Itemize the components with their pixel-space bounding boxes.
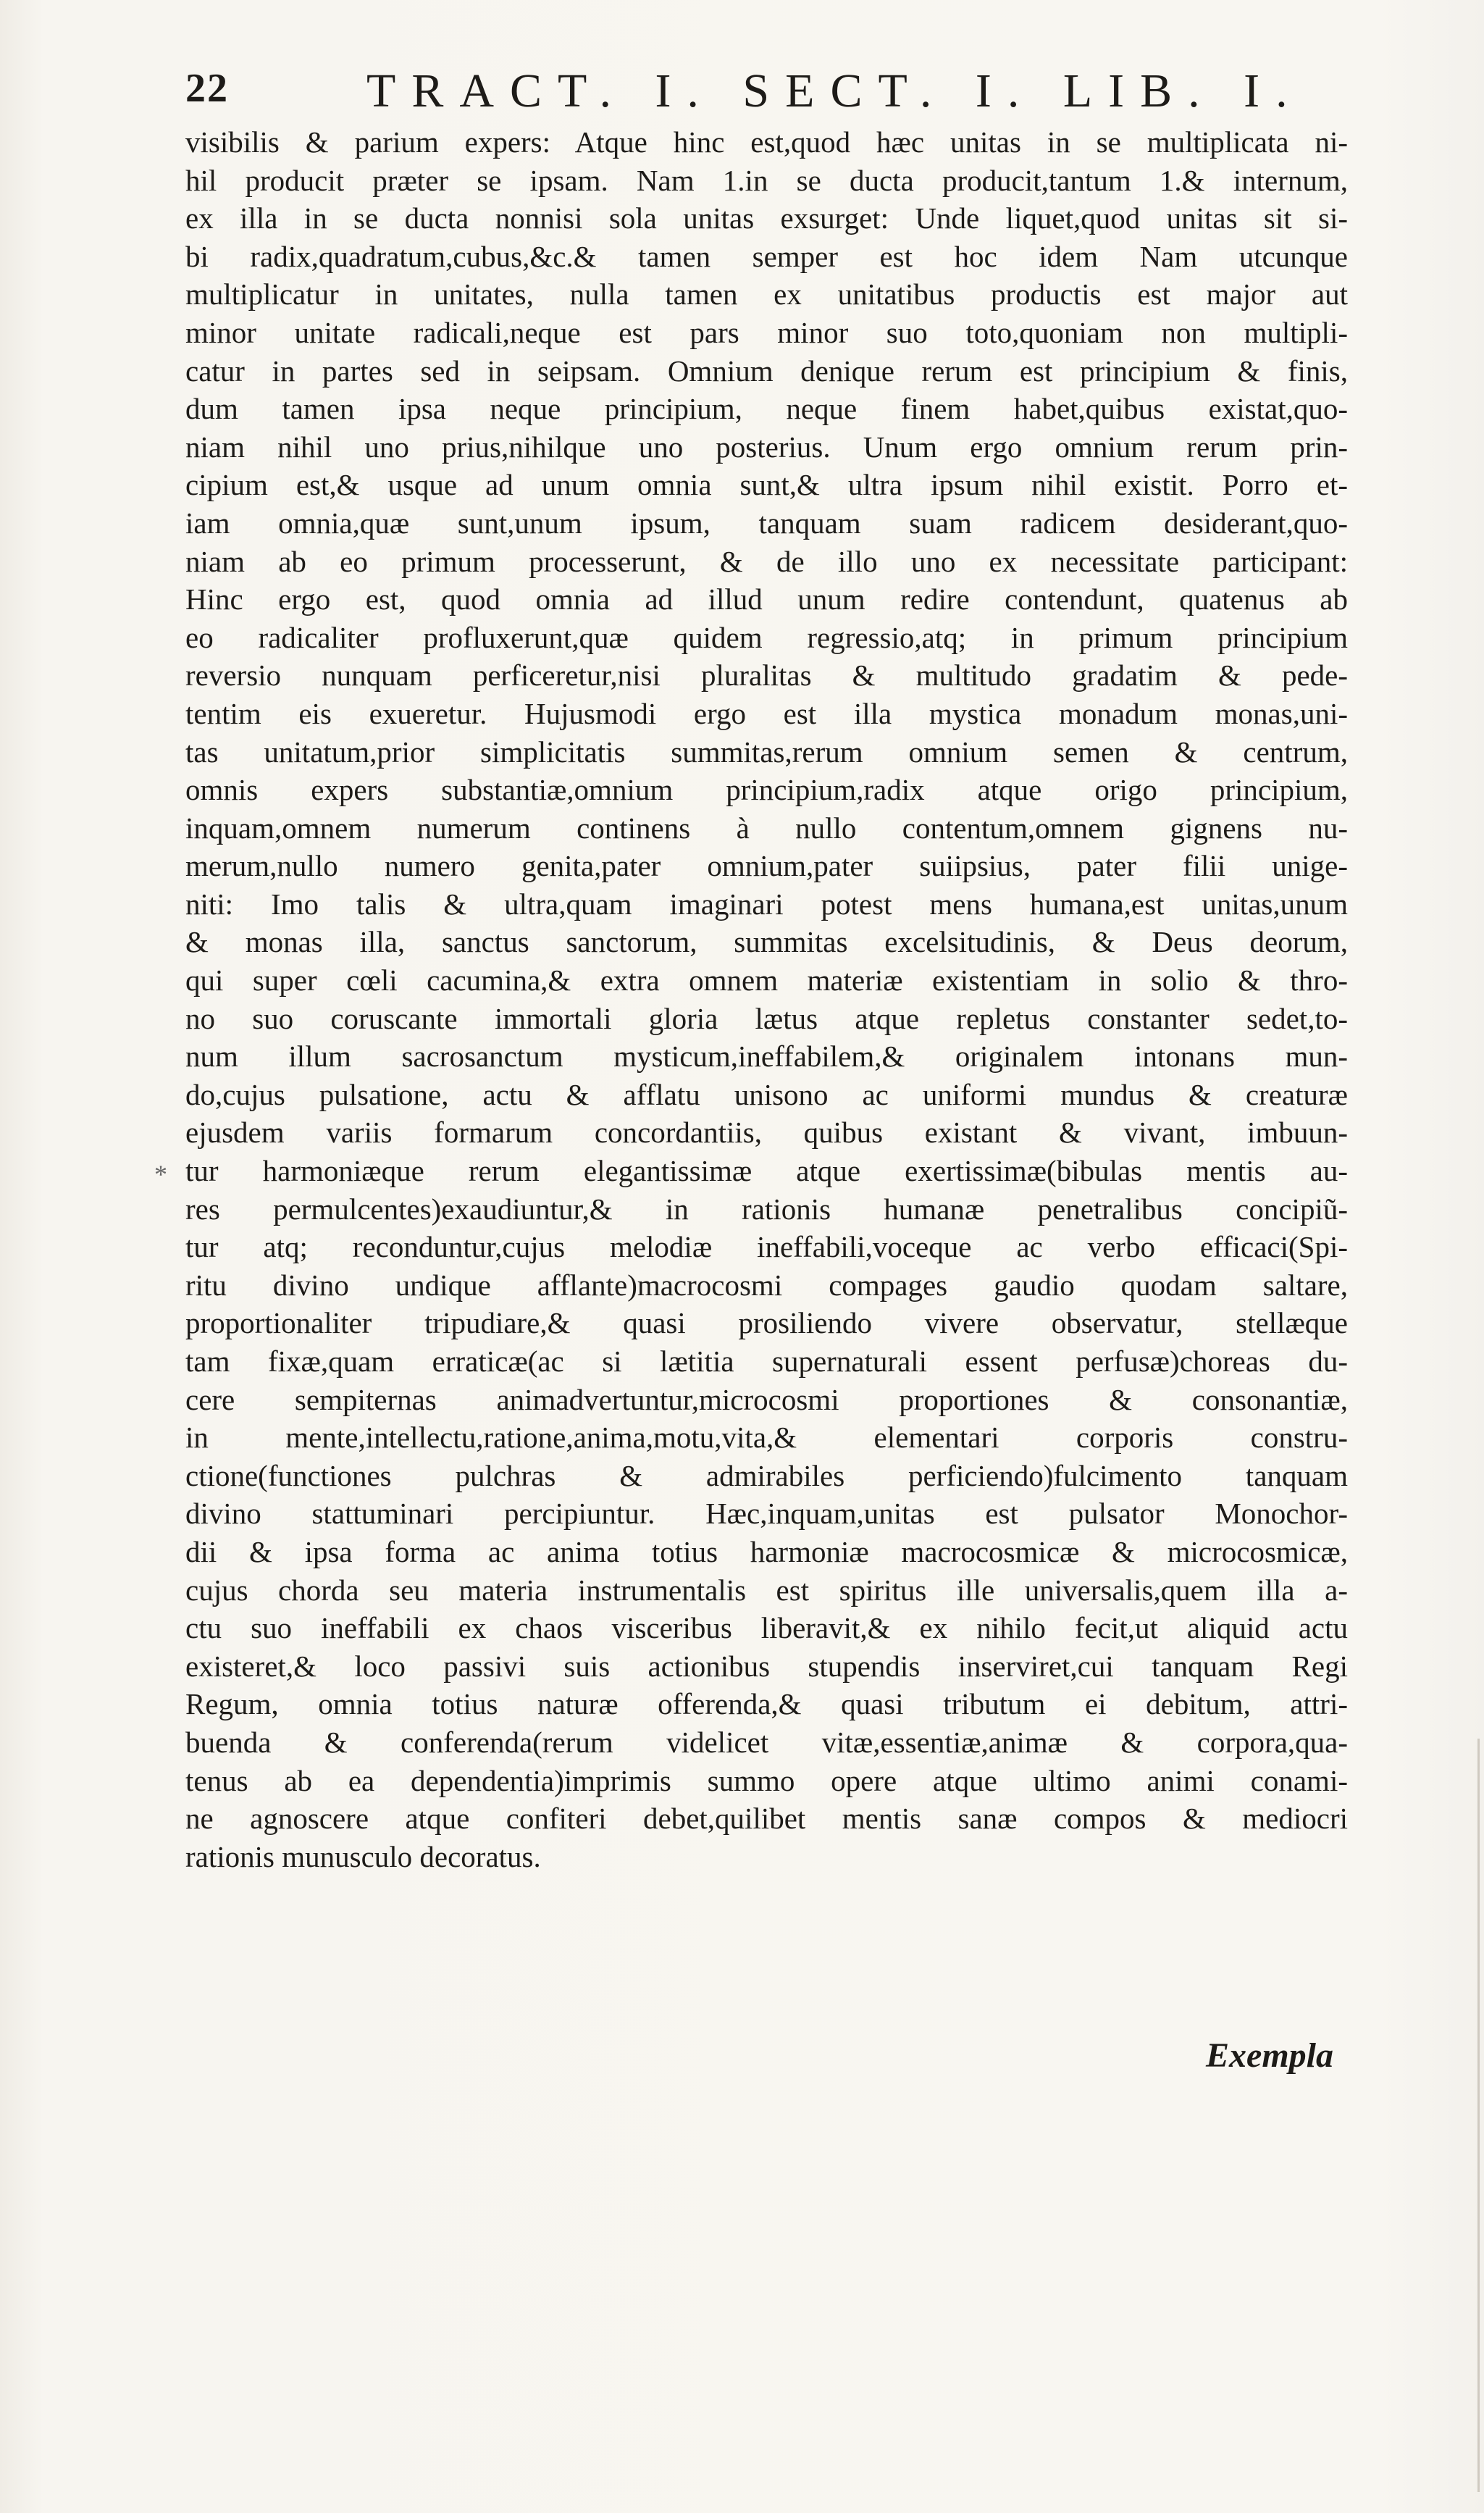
text-line: divino stattuminari percipiuntur. Hæc,inquam,unitas est pulsator Monochor- — [185, 1497, 1348, 1531]
text-line: cujus chorda seu materia instrumentalis est spiritus ille universalis,quem illa a- — [185, 1573, 1348, 1607]
text-line: niti: Imo talis & ultra,quam imaginari potest mens humana,est unitas,unum — [185, 887, 1348, 921]
text-line: inquam,omnem numerum continens à nullo contentum,omnem gignens nu- — [185, 811, 1348, 845]
text-line: minor unitate radicali,neque est pars minor suo toto,quoniam non multipli- — [185, 315, 1348, 349]
text-line: omnis expers substantiæ,omnium principium,radix atque origo principium, — [185, 773, 1348, 807]
text-line: qui super cœli cacumina,& extra omnem materiæ existentiam in solio & thro- — [185, 963, 1348, 998]
text-line: proportionaliter tripudiare,& quasi prosiliendo vivere observatur, stellæque — [185, 1306, 1348, 1340]
text-line: no suo coruscante immortali gloria lætus atque repletus constanter sedet,to- — [185, 1001, 1348, 1035]
text-line: & monas illa, sanctus sanctorum, summitas excelsitudinis, & Deus deorum, — [185, 925, 1348, 959]
text-line: tam fixæ,quam erraticæ(ac si lætitia supernaturali essent perfusæ)choreas du- — [185, 1345, 1348, 1378]
catchword: Exempla — [1206, 2036, 1333, 2075]
text-line: catur in partes sed in seipsam. Omnium denique rerum est principium & finis, — [185, 354, 1348, 388]
text-line: multiplicatur in unitates, nulla tamen ex unitatibus productis est major aut — [185, 277, 1348, 311]
margin-mark: * — [154, 1160, 167, 1189]
text-line: ritu divino undique afflante)macrocosmi compages gaudio quodam saltare, — [185, 1268, 1348, 1302]
text-line: Regum, omnia totius naturæ offerenda,& quasi tributum ei debitum, attri- — [185, 1687, 1348, 1721]
page-number: 22 — [185, 66, 229, 111]
text-line: rationis munusculo decoratus. — [185, 1839, 541, 1873]
text-line: tas unitatum,prior simplicitatis summitas,rerum omnium semen & centrum, — [185, 735, 1348, 769]
text-line: iam omnia,quæ sunt,unum ipsum, tanquam suam radicem desiderant,quo- — [185, 506, 1348, 540]
running-head: TRACT. I. SECT. I. LIB. I. — [366, 64, 1304, 117]
text-line: tenus ab ea dependentia)imprimis summo opere atque ultimo animi conami- — [185, 1763, 1348, 1797]
text-line: ctione(functiones pulchras & admirabiles perficiendo)fulcimento tanquam — [185, 1458, 1348, 1492]
text-line: niam ab eo primum processerunt, & de illo uno ex necessitate participant: — [185, 544, 1348, 578]
text-line: visibilis & parium expers: Atque hinc est,quod hæc unitas in se multiplicata ni- — [185, 125, 1348, 159]
text-line: do,cujus pulsatione, actu & afflatu unisono ac uniformi mundus & creaturæ — [185, 1077, 1348, 1111]
text-line: buenda & conferenda(rerum videlicet vitæ,essentiæ,animæ & corpora,qua- — [185, 1725, 1348, 1759]
text-line: tentim eis exueretur. Hujusmodi ergo est illa mystica monadum monas,uni- — [185, 696, 1348, 730]
text-line: Hinc ergo est, quod omnia ad illud unum redire contendunt, quatenus ab — [185, 582, 1348, 616]
text-line: niam nihil uno prius,nihilque uno posterius. Unum ergo omnium rerum prin- — [185, 430, 1348, 464]
text-line: hil producit præter se ipsam. Nam 1.in se ducta producit,tantum 1.& internum, — [185, 163, 1348, 197]
text-line: cere sempiternas animadvertuntur,microcosmi proportiones & consonantiæ, — [185, 1382, 1348, 1416]
text-line: num illum sacrosanctum mysticum,ineffabilem,& originalem intonans mun- — [185, 1040, 1348, 1074]
text-line: reversio nunquam perficeretur,nisi pluralitas & multitudo gradatim & pede- — [185, 658, 1348, 693]
text-line: cipium est,& usque ad unum omnia sunt,& ultra ipsum nihil existit. Porro et- — [185, 468, 1348, 502]
text-line: existeret,& loco passivi suis actionibus stupendis inserviret,cui tanquam Regi — [185, 1649, 1348, 1683]
text-line: in mente,intellectu,ratione,anima,motu,vita,& elementari corporis constru- — [185, 1421, 1348, 1455]
text-line: dii & ipsa forma ac anima totius harmoniæ macrocosmicæ & microcosmicæ, — [185, 1534, 1348, 1568]
text-line: dum tamen ipsa neque principium, neque finem habet,quibus existat,quo- — [185, 392, 1348, 426]
text-line: ne agnoscere atque confiteri debet,quilibet mentis sanæ compos & mediocri — [185, 1802, 1348, 1836]
text-line: tur harmoniæque rerum elegantissimæ atque exertissimæ(bibulas mentis au- — [185, 1154, 1348, 1188]
page-edge-shadow — [1477, 1739, 1480, 2492]
text-line: eo radicaliter profluxerunt,quæ quidem regressio,atq; in primum principium — [185, 620, 1348, 654]
page-header — [185, 64, 1359, 122]
text-line: bi radix,quadratum,cubus,&c.& tamen semper est hoc idem Nam utcunque — [185, 239, 1348, 273]
body-text — [185, 123, 1348, 1876]
text-line: tur atq; reconduntur,cujus melodiæ ineffabili,voceque ac verbo efficaci(Spi- — [185, 1230, 1348, 1264]
text-line: ex illa in se ducta nonnisi sola unitas exsurget: Unde liquet,quod unitas sit si- — [185, 201, 1348, 235]
text-line: merum,nullo numero genita,pater omnium,pater suiipsius, pater filii unige- — [185, 849, 1348, 883]
text-line: ctu suo ineffabili ex chaos visceribus liberavit,& ex nihilo fecit,ut aliquid actu — [185, 1611, 1348, 1645]
text-line: res permulcentes)exaudiuntur,& in rationis humanæ penetralibus concipiũ- — [185, 1192, 1348, 1226]
text-line: ejusdem variis formarum concordantiis, quibus existant & vivant, imbuun- — [185, 1116, 1348, 1150]
